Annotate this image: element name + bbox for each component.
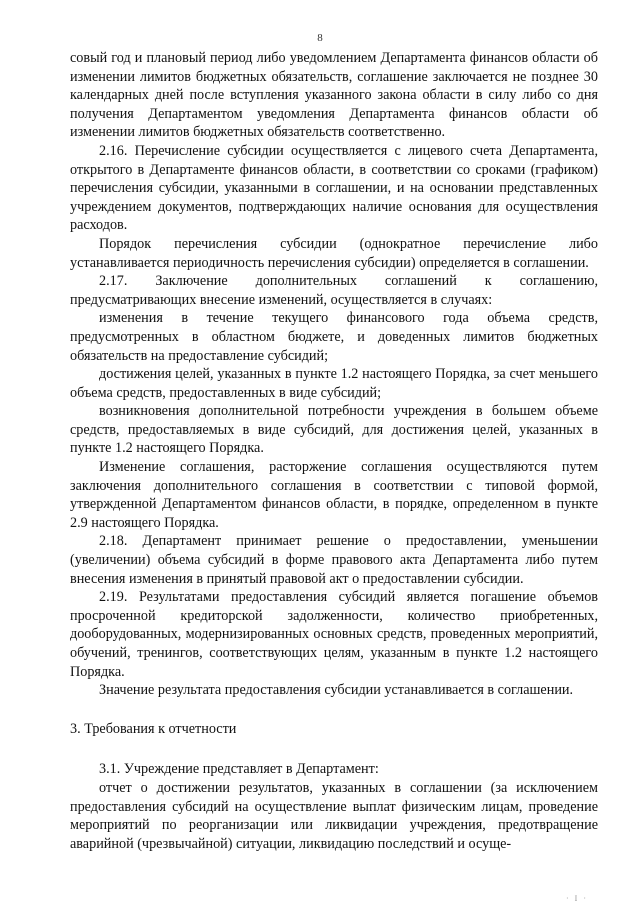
paragraph-amendment: Изменение соглашения, расторжение соглашения осуществляются путем заключения дополнительного соглашения в соответствии с типовой формой, утвержденной Департаментом финансов области, в порядке, определенном в пункте 2.9 настоящего Порядка. xyxy=(70,459,598,531)
paragraph-case-2: достижения целей, указанных в пункте 1.2 настоящего Порядка, за счет меньшего объема средств, предоставленных в виде субсидий; xyxy=(70,366,598,401)
paragraph-case-1: изменения в течение текущего финансового года объема средств, предусмотренных в областном бюджете, и доведенных лимитов бюджетных обязательств на предоставление субсидий; xyxy=(70,310,598,364)
paragraph-2-17: 2.17. Заключение дополнительных соглашений к соглашению, предусматривающих внесение изменений, осуществляется в случаях: xyxy=(70,273,598,308)
paragraph-2-16: 2.16. Перечисление субсидии осуществляется с лицевого счета Департамента, открытого в Департаменте финансов области, в соответствии со сроками (графиком) перечисления субсидии, указанными в соглашении, и на основании представленных учреждением документов, подтверждающих наличие основания для осуществления расходов. xyxy=(70,142,598,234)
paragraph-2-18: 2.18. Департамент принимает решение о предоставлении, уменьшении (увеличении) объема субсидий в форме правового акта Департамента либо путем внесения изменения в принятый правовой акт о предоставлении субсидии. xyxy=(70,533,598,587)
paragraph-continuation: совый год и плановый период либо уведомлением Департамента финансов области об изменении лимитов бюджетных обязательств, соглашение заключается не позднее 30 календарных дней после вступления указанного закона области в силу либо со дня получения Департаментом уведомления Департамента финансов области об изменении лимитов бюджетных обязательств соответственно. xyxy=(70,50,598,141)
paragraph-transfer-order: Порядок перечисления субсидии (однократное перечисление либо устанавливается периодичность перечисления субсидии) определяется в соглашении. xyxy=(70,235,598,271)
scan-mark: · I · xyxy=(566,894,588,903)
paragraph-report: отчет о достижении результатов, указанных в соглашении (за исключением предоставления субсидий на осуществление выплат физическим лицам, проведение мероприятий по реорганизации или ликвидации учреждения, предотвращение аварийной (чрезвычайной) ситуации, ликвидацию последствий и осуще- xyxy=(70,779,598,852)
document-body xyxy=(70,49,598,853)
paragraph-2-19: 2.19. Результатами предоставления субсидий является погашение объемов просроченной кредиторской задолженности, количество приобретенных, дооборудованных, модернизированных основных средств, проведенных мероприятий, обучений, тренингов, соответствующих целям, указанным в пункте 1.2 настоящего Порядка. xyxy=(70,589,598,680)
paragraph-result-value: Значение результата предоставления субсидии устанавливается в соглашении. xyxy=(99,682,574,699)
page-number: 8 xyxy=(317,32,323,44)
paragraph-3-1: 3.1. Учреждение представляет в Департамент: xyxy=(99,761,379,778)
paragraph-case-3: возникновения дополнительной потребности учреждения в большем объеме средств, предоставляемых в виде субсидий, для достижения целей, указанных в пункте 1.2 настоящего Порядка. xyxy=(70,403,598,457)
section-heading: 3. Требования к отчетности xyxy=(70,720,237,737)
